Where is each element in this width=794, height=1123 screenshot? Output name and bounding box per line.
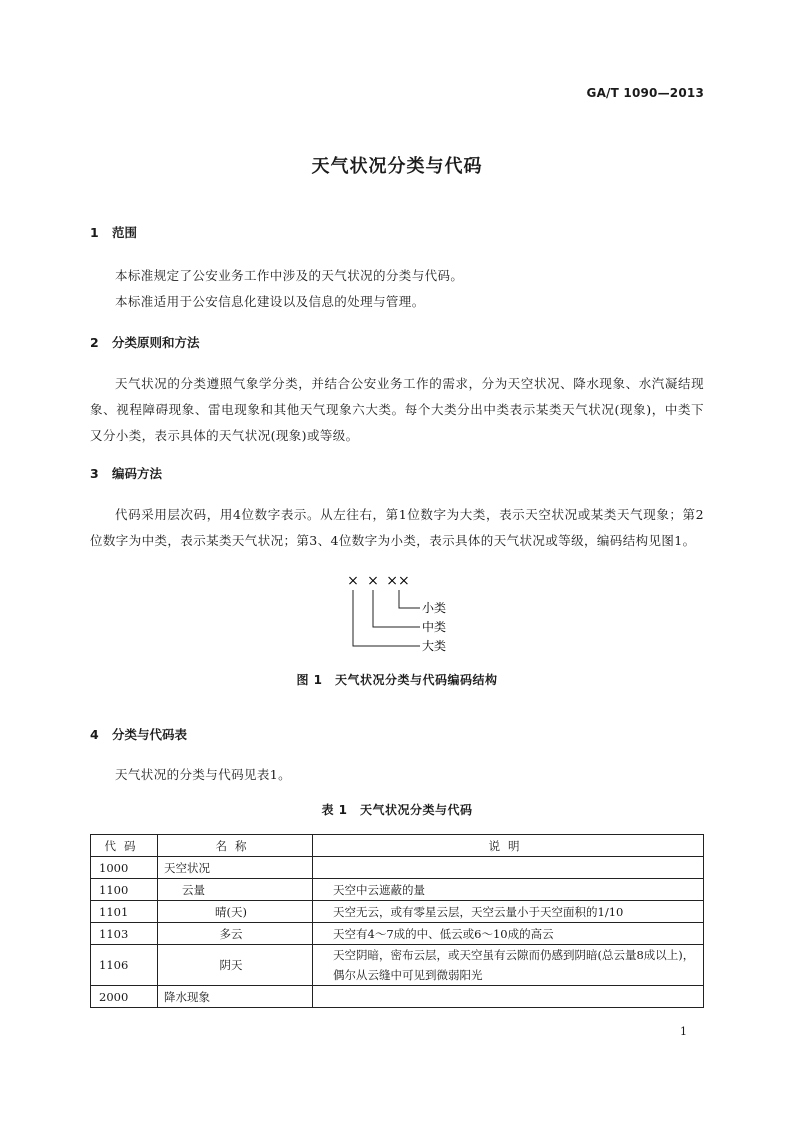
major-connector <box>353 590 420 646</box>
section-title: 分类原则和方法 <box>112 335 200 350</box>
label-small-class: 小类 <box>422 601 447 615</box>
code-cell: 2000 <box>91 986 158 1008</box>
name-cell: 多云 <box>158 923 313 945</box>
table-row <box>91 901 704 923</box>
description-cell: 天空中云遮蔽的量 <box>313 879 704 901</box>
paragraph: 本标准规定了公安业务工作中涉及的天气状况的分类与代码。 <box>115 268 464 283</box>
table-row <box>91 945 704 986</box>
section-2-heading <box>90 333 200 351</box>
name-cell: 天空状况 <box>158 857 313 879</box>
code-cell: 1000 <box>91 857 158 879</box>
minor-mark: ×× <box>386 573 410 589</box>
name-cell: 晴(天) <box>158 901 313 923</box>
section-1-body <box>90 263 704 315</box>
section-title: 范围 <box>112 225 138 240</box>
middle-mark: × <box>367 573 379 589</box>
table-row <box>91 879 704 901</box>
name-cell: 云量 <box>158 879 313 901</box>
paragraph: 本标准适用于公安信息化建设以及信息的处理与管理。 <box>115 294 425 309</box>
major-mark: × <box>347 573 359 589</box>
description-cell: 天空阴暗，密布云层，或天空虽有云隙而仍感到阴暗(总云量8成以上)，偶尔从云缝中可见到微弱阳光 <box>313 945 704 986</box>
code-cell: 1101 <box>91 901 158 923</box>
minor-connector <box>399 590 420 608</box>
table-header-row <box>91 835 704 857</box>
table-row <box>91 857 704 879</box>
description-cell <box>313 986 704 1008</box>
header-name: 名称 <box>158 835 313 857</box>
name-cell: 降水现象 <box>158 986 313 1008</box>
section-number: 3 <box>90 466 99 481</box>
label-large-class: 大类 <box>422 639 447 653</box>
weather-code-table <box>90 834 704 1008</box>
name-cell: 阴天 <box>158 945 313 986</box>
paragraph: 代码采用层次码，用4位数字表示。从左往右，第1位数字为大类，表示天空状况或某类天气现象；第2位数字为中类，表示某类天气状况；第3、4位数字为小类，表示具体的天气状况或等级，编码结构见图1。 <box>90 507 704 548</box>
section-3-heading <box>90 464 162 482</box>
code-cell: 1100 <box>91 879 158 901</box>
section-title: 分类与代码表 <box>112 727 188 742</box>
description-cell <box>313 857 704 879</box>
header-description: 说明 <box>313 835 704 857</box>
code-cell: 1106 <box>91 945 158 986</box>
table-row <box>91 923 704 945</box>
standard-code: GA/T 1090—2013 <box>586 86 704 100</box>
header-code: 代码 <box>91 835 158 857</box>
paragraph: 天气状况的分类与代码见表1。 <box>115 767 292 782</box>
paragraph: 天气状况的分类遵照气象学分类，并结合公安业务工作的需求，分为天空状况、降水现象、水汽凝结现象、视程障碍现象、雷电现象和其他天气现象六大类。每个大类分出中类表示某类天气状况(现象)，中类下又分小类，表示具体的天气状况(现象)或等级。 <box>90 376 704 443</box>
description-cell: 天空无云，或有零星云层，天空云量小于天空面积的1/10 <box>313 901 704 923</box>
label-middle-class: 中类 <box>422 620 447 634</box>
code-cell: 1103 <box>91 923 158 945</box>
section-4-body <box>90 762 704 788</box>
figure-caption: 图 1 天气状况分类与代码编码结构 <box>296 673 498 687</box>
section-number: 2 <box>90 335 99 350</box>
section-title: 编码方法 <box>112 466 163 481</box>
description-cell: 天空有4～7成的中、低云或6～10成的高云 <box>313 923 704 945</box>
section-3-body <box>90 502 704 554</box>
coding-structure-diagram <box>0 570 794 660</box>
section-number: 4 <box>90 727 99 742</box>
page-number: 1 <box>680 1025 687 1038</box>
table-row <box>91 986 704 1008</box>
section-2-body <box>90 371 704 449</box>
section-1-heading <box>90 223 137 241</box>
document-title: 天气状况分类与代码 <box>311 156 483 177</box>
section-4-heading <box>90 725 187 743</box>
section-number: 1 <box>90 225 99 240</box>
table-caption: 表 1 天气状况分类与代码 <box>321 803 473 817</box>
